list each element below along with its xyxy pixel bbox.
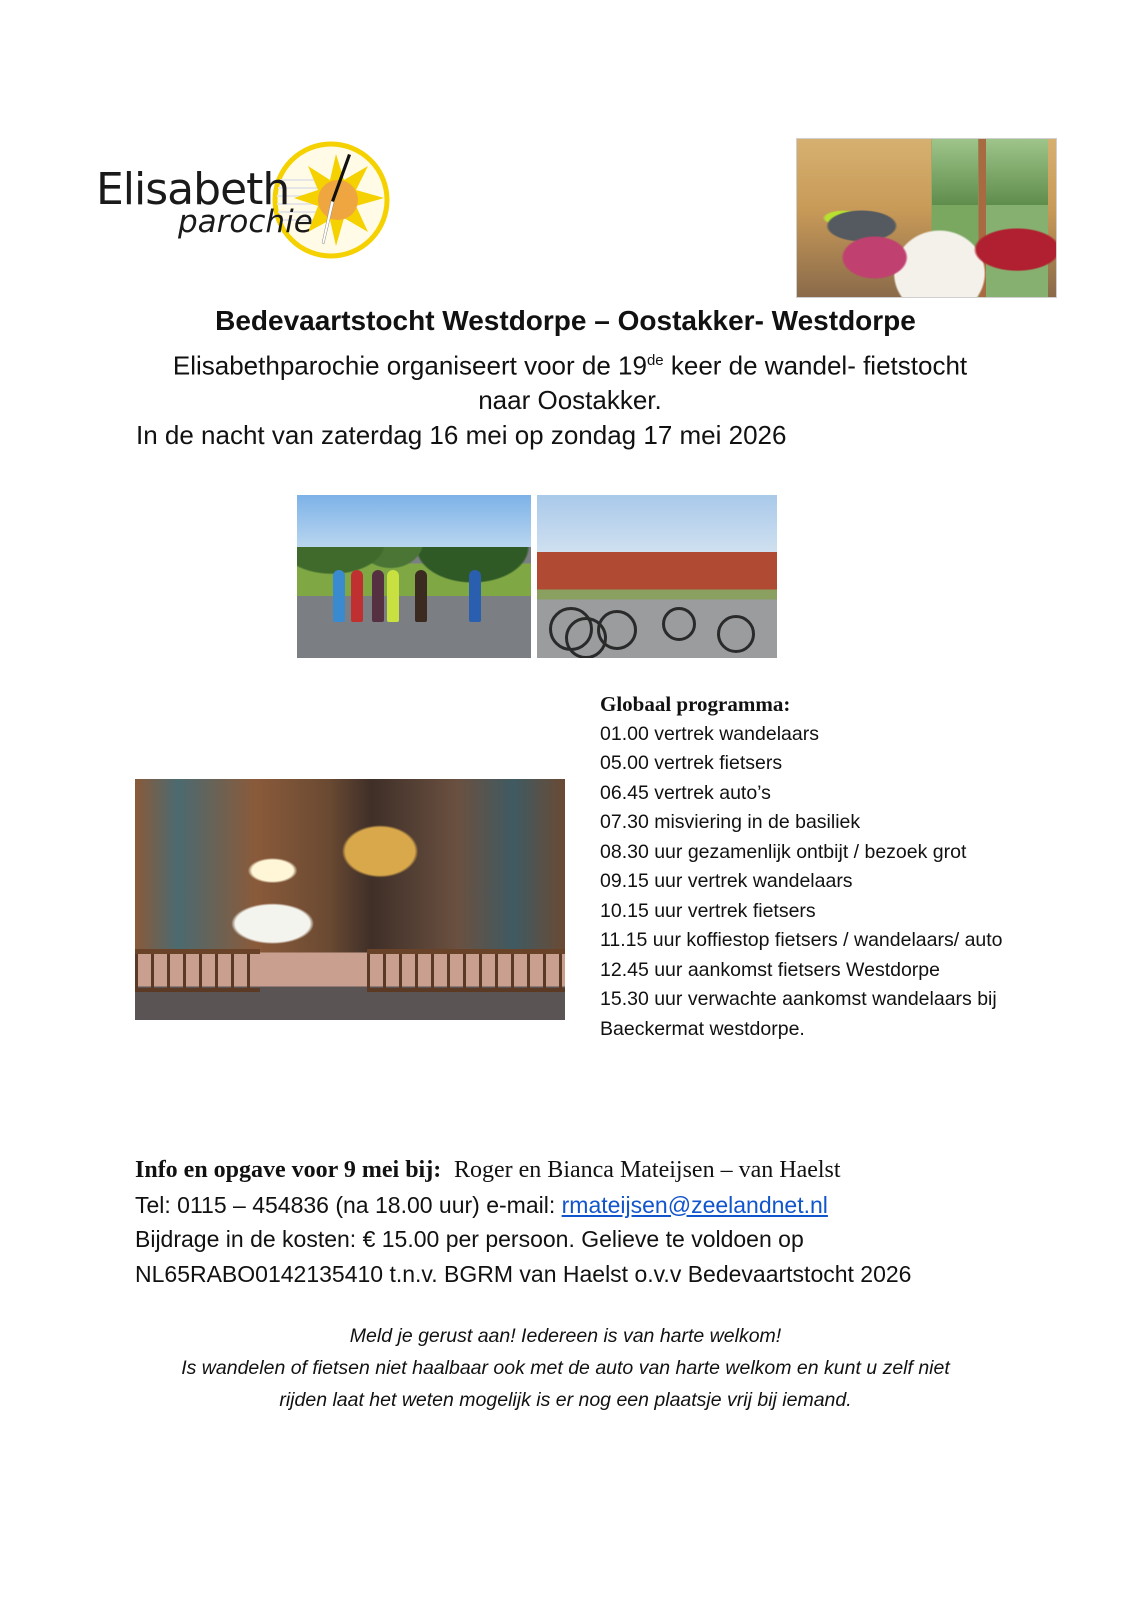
program-item: 15.30 uur verwachte aankomst wandelaars bij Baeckermat westdorpe. — [600, 988, 997, 1040]
subtitle-line-2: naar Oostakker. — [478, 384, 662, 415]
contact-names: Roger en Bianca Mateijsen – van Haelst — [454, 1157, 841, 1183]
ordinal-suffix: de — [646, 352, 664, 369]
logo-wordmark: Elisabeth — [96, 164, 290, 215]
cost-line: Bijdrage in de kosten: € 15.00 per persoon. Gelieve te voldoen op — [135, 1226, 804, 1252]
registration-line — [135, 1152, 1035, 1188]
program-item: 09.15 uur vertrek wandelaars — [600, 870, 853, 892]
registration-label: Info en opgave voor 9 mei bij: — [135, 1157, 442, 1183]
page-title: Bedevaartstocht Westdorpe – Oostakker- Westdorpe — [215, 305, 916, 336]
iban-line: NL65RABO0142135410 t.n.v. BGRM van Haelst o.v.v Bedevaartstocht 2026 — [135, 1260, 912, 1287]
closing-line-1: Meld je gerust aan! Iedereen is van harte welkom! — [349, 1325, 782, 1347]
subtitle — [130, 344, 1010, 417]
closing-line-3: rijden laat het weten mogelijk is er nog een plaatsje vrij bij iemand. — [279, 1389, 852, 1411]
program-heading: Globaal programma: — [600, 692, 791, 716]
program-list — [600, 690, 1020, 1044]
program-item: 01.00 vertrek wandelaars — [600, 722, 819, 745]
program-item: 11.15 uur koffiestop fietsers / wandelaars/ auto — [600, 929, 1003, 951]
email-link[interactable]: rmateijsen@zeelandnet.nl — [561, 1191, 828, 1218]
program-item: 10.15 uur vertrek fietsers — [600, 899, 816, 922]
photo-cyclists-on-street — [537, 495, 777, 658]
subtitle-text-post: keer de wandel- fietstocht — [663, 350, 968, 381]
program-item: 08.30 uur gezamenlijk ontbijt / bezoek grot — [600, 840, 967, 863]
program-item: 05.00 vertrek fietsers — [600, 752, 783, 774]
closing-line-2: Is wandelen of fietsen niet haalbaar ook met de auto van harte welkom en kunt u zelf niet — [181, 1357, 950, 1379]
phone-text: Tel: 0115 – 454836 (na 18.00 uur) e-mail: — [135, 1191, 562, 1218]
contact-info — [135, 1152, 1035, 1291]
event-date: In de nacht van zaterdag 16 mei op zondag 17 mei 2026 — [136, 420, 787, 450]
program-item: 12.45 uur aankomst fietsers Westdorpe — [600, 958, 940, 981]
photo-basilica-interior — [135, 779, 565, 1020]
phone-email-line — [135, 1188, 1035, 1223]
subtitle-text-pre: Elisabethparochie organiseert voor de 19 — [172, 350, 647, 381]
program-item: 06.45 vertrek auto’s — [600, 781, 771, 804]
photo-walkers-on-road — [297, 495, 531, 658]
closing-message — [0, 1320, 1131, 1416]
program-item: 07.30 misviering in de basiliek — [600, 811, 861, 833]
parish-logo — [96, 140, 396, 265]
logo-subtitle: parochie — [178, 204, 313, 240]
photo-group-breakfast — [796, 138, 1057, 298]
